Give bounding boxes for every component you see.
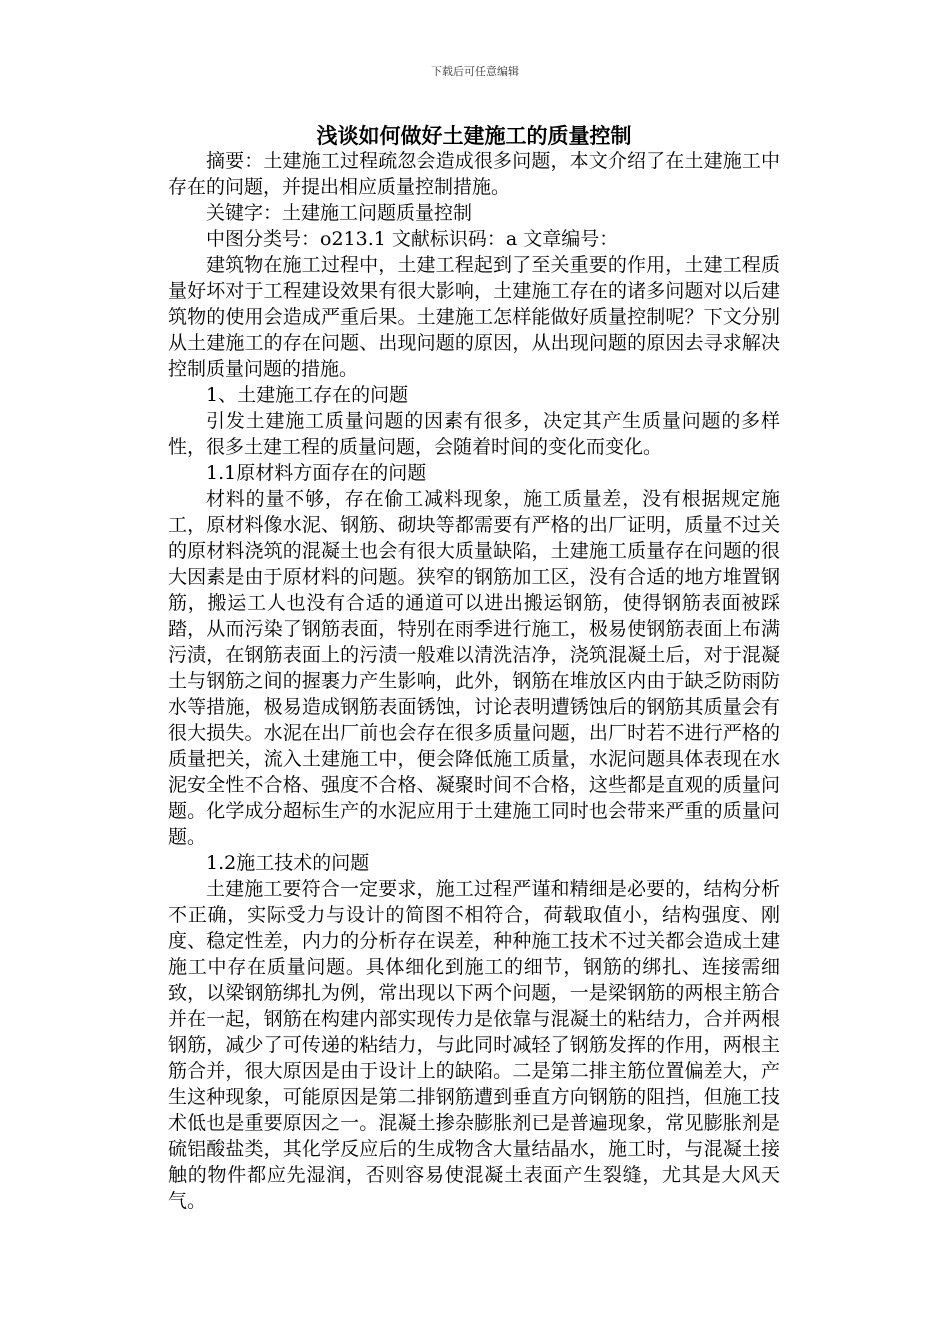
intro-paragraph: 建筑物在施工过程中，土建工程起到了至关重要的作用，土建工程质量好坏对于工程建设效果有很大影响，土建施工存在的诸多问题对以后建筑物的使用会造成严重后果。土建施工怎样能做好质量控制呢？下文分别从土建施工的存在问题、出现问题的原因，从出现问题的原因去寻求解决控制质量问题的措施。 — [168, 254, 780, 380]
section-1-paragraph: 引发土建施工质量问题的因素有很多，决定其产生质量问题的多样性，很多土建工程的质量问题，会随着时间的变化而变化。 — [168, 410, 780, 458]
section-1-2-paragraph: 土建施工要符合一定要求，施工过程严谨和精细是必要的，结构分析不正确，实际受力与设计的简图不相符合，荷载取值小，结构强度、刚度、稳定性差，内力的分析存在误差，种种施工技术不过关都会造成土建施工中存在质量问题。具体细化到施工的细节，钢筋的绑扎、连接需细致，以梁钢筋绑扎为例，常出现以下两个问题，一是梁钢筋的两根主筋合并在一起，钢筋在构建内部实现传力是依靠与混凝土的粘结力，合并两根钢筋，减少了可传递的粘结力，与此同时减轻了钢筋发挥的作用，两根主筋合并，很大原因是由于设计上的缺陷。二是第二排主筋位置偏差大，产生这种现象，可能原因是第二排钢筋遭到垂直方向钢筋的阻挡，但施工技术低也是重要原因之一。混凝土掺杂膨胀剂已是普遍现象，常见膨胀剂是硫铝酸盐类，其化学反应后的生成物含大量结晶水，施工时，与混凝土接触的物件都应先湿润，否则容易使混凝土表面产生裂缝，尤其是大风天气。 — [168, 878, 780, 1212]
section-1-1-paragraph: 材料的量不够，存在偷工减料现象，施工质量差，没有根据规定施工，原材料像水泥、钢筋、砌块等都需要有严格的出厂证明，质量不过关的原材料浇筑的混凝土也会有很大质量缺陷，土建施工质量存在问题的很大因素是由于原材料的问题。狭窄的钢筋加工区，没有合适的地方堆置钢筋，搬运工人也没有合适的通道可以进出搬运钢筋，使得钢筋表面被踩踏，从而污染了钢筋表面，特别在雨季进行施工，极易使钢筋表面上布满污渍，在钢筋表面上的污渍一般难以清洗洁净，浇筑混凝土后，对于混凝土与钢筋之间的握裹力产生影响，此外，钢筋在堆放区内由于缺乏防雨防水等措施，极易造成钢筋表面锈蚀，讨论表明遭锈蚀后的钢筋其质量会有很大损失。水泥在出厂前也会存在很多质量问题，出厂时若不进行严格的质量把关，流入土建施工中，便会降低施工质量，水泥问题具体表现在水泥安全性不合格、强度不合格、凝聚时间不合格，这些都是直观的质量问题。化学成分超标生产的水泥应用于土建施工同时也会带来严重的质量问题。 — [168, 488, 780, 848]
section-1-2-heading: 1.2施工技术的问题 — [206, 852, 370, 874]
document-title: 浅谈如何做好土建施工的质量控制 — [316, 124, 632, 148]
section-1-heading: 1、土建施工存在的问题 — [206, 384, 409, 406]
section-1-1-heading: 1.1原材料方面存在的问题 — [206, 462, 427, 484]
document-body — [168, 148, 780, 1214]
header-note: 下载后可任意编辑 — [431, 65, 519, 78]
keywords-line: 关键字：土建施工问题质量控制 — [206, 202, 473, 224]
classification-line: 中图分类号：o213.1 文献标识码：a 文章编号： — [206, 228, 619, 250]
abstract-paragraph: 摘要：土建施工过程疏忽会造成很多问题，本文介绍了在土建施工中存在的问题，并提出相应质量控制措施。 — [168, 150, 780, 198]
